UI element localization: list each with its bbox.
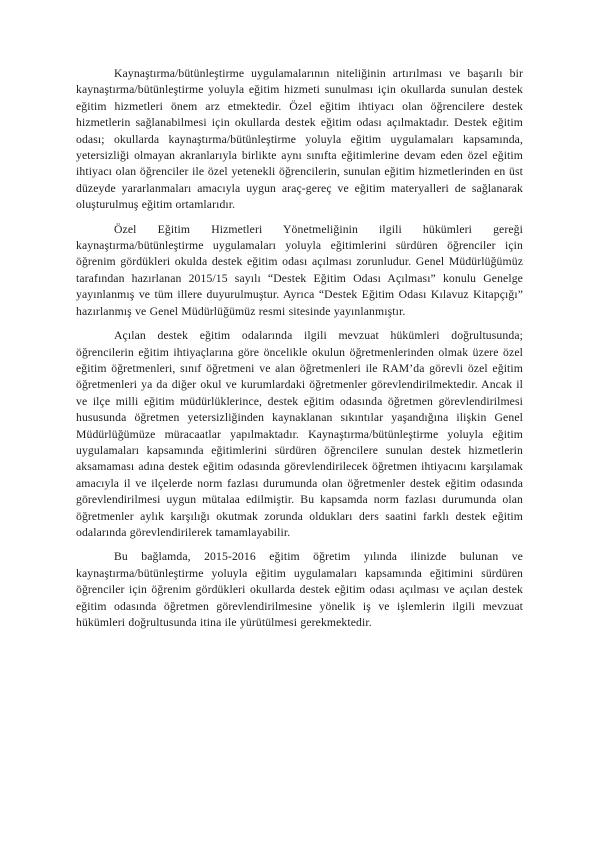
paragraph-3: Açılan destek eğitim odalarında ilgili mevzuat hükümleri doğrultusunda; öğrencilerin eğitim ihtiyaçlarına göre öncelikle okulun öğretmenlerinden olmak üzere özel eğitim öğretmenleri, sınıf öğretmeni ve alan öğretmenleri ile RAM’da görevli özel eğitim öğretmenleri ya da diğer okul ve kurumlardaki öğretmenler görevlendirilmektedir. Ancak il ve ilçe milli eğitim müdürlüklerince, destek eğitim odasında öğretmen görevlendirilmesi hususunda öğretmen yetersizliğinden kaynaklanan sıkıntılar yaşandığına ilişkin Genel Müdürlüğümüze müracaatlar yapılmaktadır. Kaynaştırma/bütünleştirme yoluyla eğitim uygulamaları kapsamında eğitimlerini sürdüren öğrencilere sunulan destek hizmetlerin aksamaması adına destek eğitim odasında görevlendirilecek öğretmen ihtiyacını karşılamak amacıyla il ve ilçelerde norm fazlası durumunda olan öğretmenler destek eğitim odasında görevlendirilmesi uygun mütalaa edilmiştir. Bu kapsamda norm fazlası durumunda olan öğretmenler aylık karşılığı okutmak zorunda oldukları ders saatini farklı destek eğitim odalarında görevlendirilerek tamamlayabilir. [76, 329, 523, 539]
document-body [76, 66, 523, 631]
paragraph-1: Kaynaştırma/bütünleştirme uygulamalarının niteliğinin artırılması ve başarılı bir kaynaştırma/bütünleştirme yoluyla eğitim hizmeti sunulması için okullarda sunulan destek eğitim hizmetleri önem arz etmektedir. Özel eğitim ihtiyacı olan öğrencilere destek hizmetlerin sağlanabilmesi için okullarda destek eğitim odası açılmaktadır. Destek eğitim odası; okullarda kaynaştırma/bütünleştirme yoluyla eğitim uygulamaları kapsamında, yetersizliği olmayan akranlarıyla birlikte aynı sınıfta eğitimlerine devam eden özel eğitim ihtiyacı olan öğrenciler ile özel yetenekli öğrencilerin, sunulan eğitim hizmetlerinden en üst düzeyde yararlanmaları amacıyla uygun araç-gereç ve eğitim materyalleri de sağlanarak oluşturulmuş eğitim ortamlarıdır. [76, 67, 523, 212]
paragraph-2: Özel Eğitim Hizmetleri Yönetmeliğinin ilgili hükümleri gereği kaynaştırma/bütünleştirme uygulamaları yoluyla eğitimlerini sürdüren öğrenciler için öğrenim gördükleri okulda destek eğitim odası açılması zorunludur. Genel Müdürlüğümüz tarafından hazırlanan 2015/15 sayılı “Destek Eğitim Odası Açılması” konulu Genelge yayınlanmış ve tüm illere duyurulmuştur. Ayrıca “Destek Eğitim Odası Kılavuz Kitapçığı” hazırlanmış ve Genel Müdürlüğümüz resmi sitesinde yayınlanmıştır. [76, 222, 523, 318]
paragraph-4: Bu bağlamda, 2015-2016 eğitim öğretim yılında ilinizde bulunan ve kaynaştırma/bütünleştirme yoluyla eğitim uygulamaları kapsamında eğitimini sürdüren öğrenciler için öğrenim gördükleri okullarda destek eğitim odası açılması ve açılan destek eğitim odasında öğretmen görevlendirilmesine yönelik iş ve işlemlerin ilgili mevzuat hükümleri doğrultusunda itina ile yürütülmesi gerekmektedir. [76, 550, 523, 629]
